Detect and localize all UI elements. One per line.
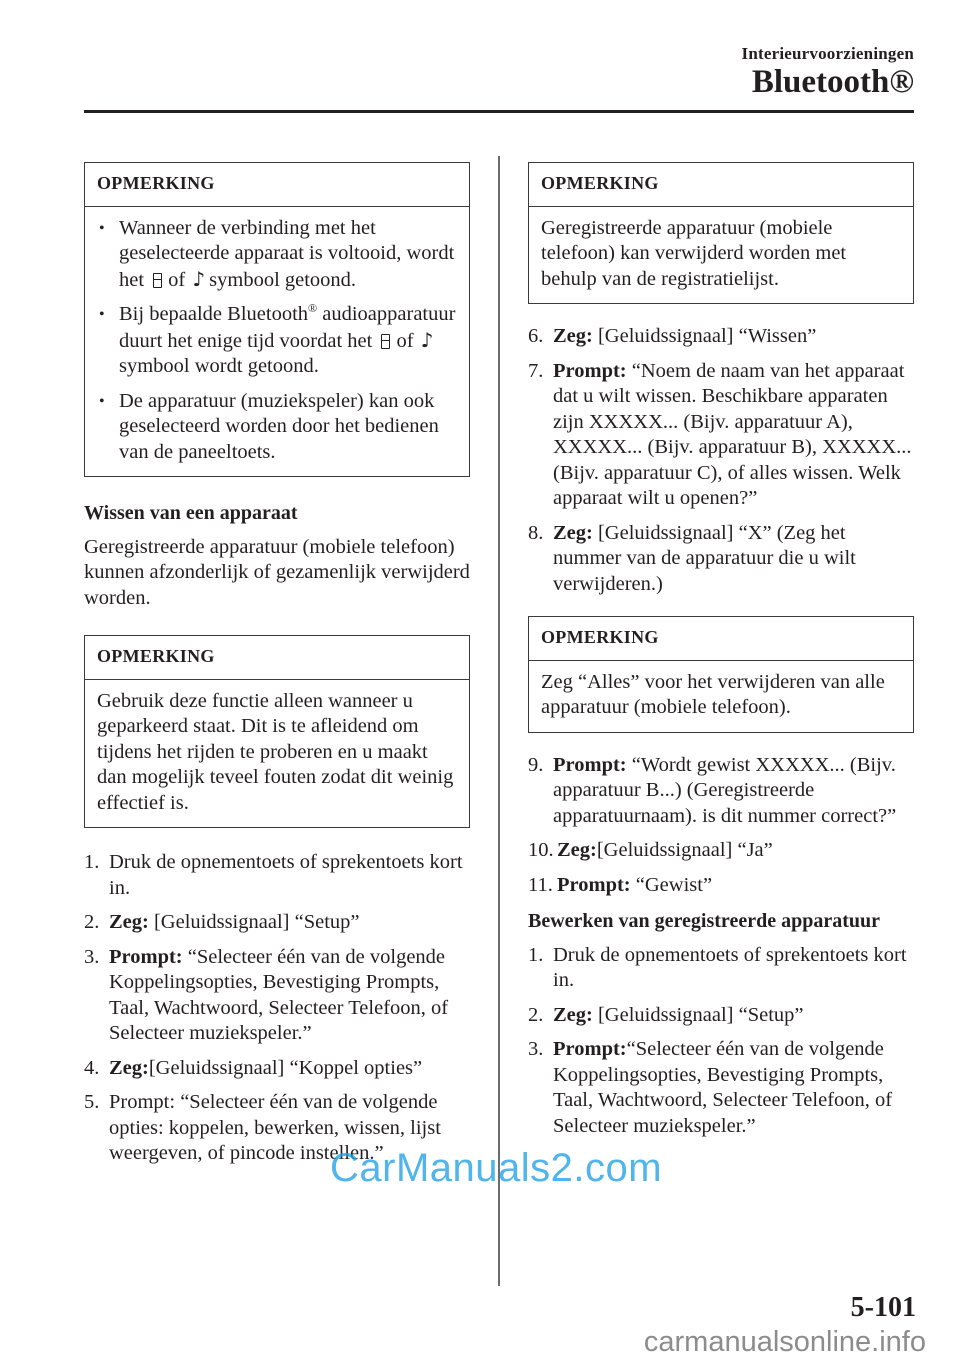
step-number: 9. [528,753,544,776]
step-number: 4. [84,1056,100,1079]
header-divider [84,110,914,113]
step-item [528,1003,914,1029]
right-column [528,162,914,1148]
step-number: 7. [528,359,544,382]
note-box [84,162,470,477]
note-body: Gebruik deze functie alleen wanneer u geparkeerd staat. Dit is te afleidend om tijdens het rijden te proberen en u maakt dan mogelijk teveel fouten zodat dit weinig effectief is. [97,689,454,814]
step-label: Prompt: [553,359,627,382]
music-note-icon: ♪ [192,266,206,291]
step-number: 11. [528,873,553,896]
note-bullet [97,216,457,294]
left-column [84,162,470,1176]
step-label: Prompt: [557,873,631,896]
phone-icon [153,273,162,288]
note-box [528,162,914,304]
step-number: 8. [528,521,544,544]
step-item [84,910,470,936]
step-number: 1. [528,943,544,966]
note-heading: OPMERKING [85,636,469,680]
step-text: [Geluidssignaal] “Setup” [148,911,360,933]
step-item [528,1037,914,1139]
step-item [528,359,914,512]
step-number: 1. [84,851,100,873]
note-bullet [97,302,457,380]
watermark-overlay: CarManuals2.com [330,1146,663,1190]
step-text: [Geluidssignaal] “Setup” [592,1003,804,1026]
step-label: Prompt: [553,1038,627,1060]
step-label: Zeg: [553,325,593,347]
bullet-text: of [396,329,414,352]
step-label: Zeg: [557,839,597,861]
bullet-text: symbool wordt getoond. [119,355,319,377]
step-label: Zeg: [553,1003,593,1026]
step-number: 3. [528,1038,544,1060]
section-heading: Wissen van een apparaat [84,502,298,524]
section-heading: Bewerken van geregistreerde apparatuur [528,910,880,932]
note-heading: OPMERKING [85,163,469,207]
step-list [528,753,914,899]
bullet-text: De apparatuur (muziekspeler) kan ook geselecteerd worden door het bedienen van de paneeltoets. [119,389,439,463]
column-divider [498,156,500,1286]
note-heading: OPMERKING [529,617,913,661]
step-text: Prompt: “Selecteer één van de volgende opties: koppelen, bewerken, wissen, lijst weergeven, of pincode instellen.” [109,1091,441,1164]
step-text: “Wordt gewist XXXXX... (Bijv. apparatuur B...) (Geregistreerde apparatuurnaam). is dit nummer correct?” [553,753,897,827]
bullet-text: Bij bepaalde Bluetooth [119,303,309,325]
step-number: 3. [84,945,100,968]
step-text: [Geluidssignaal] “X” (Zeg het nummer van de apparatuur die u wilt verwijderen.) [553,521,856,595]
step-label: Prompt: [109,945,183,968]
bullet-text: symbool getoond. [209,268,357,291]
step-number: 10. [528,839,554,861]
step-text: “Noem de naam van het apparaat dat u wilt wissen. Beschikbare apparaten zijn XXXXX... (Bijv. apparatuur A), XXXXX... (Bijv. apparatuur B), XXXXX... (Bijv. apparatuur C), of alles wissen. Welk apparaat wilt u openen?” [553,359,912,509]
phone-icon [381,334,390,349]
step-text: [Geluidssignaal] “Wissen” [592,325,817,347]
step-label: Zeg: [109,1056,149,1079]
step-label: Zeg: [553,521,593,544]
step-item [528,838,914,864]
step-text: “Selecteer één van de volgende Koppelingsopties, Bevestiging Prompts, Taal, Wachtwoord, Selecteer Telefoon, of Selecteer muziekspeler.” [553,1038,893,1137]
step-item [84,850,470,901]
note-bullet [97,389,457,466]
registered-mark: ® [308,301,318,316]
bullet-text: audioapparatuur duurt het enige tijd voordat het [119,303,456,352]
note-box [84,635,470,828]
step-text: [Geluidssignaal] “Ja” [596,839,773,861]
step-item [528,943,914,994]
step-item [528,753,914,830]
step-text: [Geluidssignaal] “Koppel opties” [148,1056,423,1079]
step-item [528,324,914,350]
step-label: Zeg: [109,911,149,933]
step-list [528,943,914,1140]
step-item [528,521,914,598]
bullet-text: of [168,268,186,291]
step-text: Druk de opnementoets of sprekentoets kort in. [553,943,907,991]
note-box [528,616,914,733]
step-item [528,873,914,899]
music-note-icon: ♪ [420,327,434,352]
step-number: 2. [528,1003,544,1026]
step-number: 2. [84,911,100,933]
section-paragraph: Geregistreerde apparatuur (mobiele telefoon) kunnen afzonderlijk of gezamenlijk verwijderd worden. [84,535,470,609]
page-number: 5-101 [850,1292,916,1323]
step-text: Druk de opnementoets of sprekentoets kort in. [109,851,463,899]
step-number: 5. [84,1091,100,1113]
step-label: Prompt: [553,753,627,776]
note-body: Geregistreerde apparatuur (mobiele telefoon) kan verwijderd worden met behulp van de registratielijst. [541,216,847,290]
bullet-text: Wanneer de verbinding met het geselecteerde apparaat is voltooid, wordt het [119,216,455,291]
step-text: “Gewist” [630,873,713,896]
page-title: Bluetooth® [751,64,914,100]
section-label: Interieurvoorzieningen [741,44,914,63]
note-body: Zeg “Alles” voor het verwijderen van alle apparatuur (mobiele telefoon). [541,670,885,718]
step-item [84,1056,470,1082]
step-list [528,324,914,597]
step-number: 6. [528,325,544,347]
note-body [85,207,469,477]
note-heading: OPMERKING [529,163,913,207]
step-item [84,945,470,1047]
watermark-footer[interactable]: carmanualsonline.info [643,1326,926,1358]
step-text: “Selecteer één van de volgende Koppelingsopties, Bevestiging Prompts, Taal, Wachtwoord, Selecteer Telefoon, of Selecteer muziekspeler.” [109,945,449,1044]
step-list [84,850,470,1167]
